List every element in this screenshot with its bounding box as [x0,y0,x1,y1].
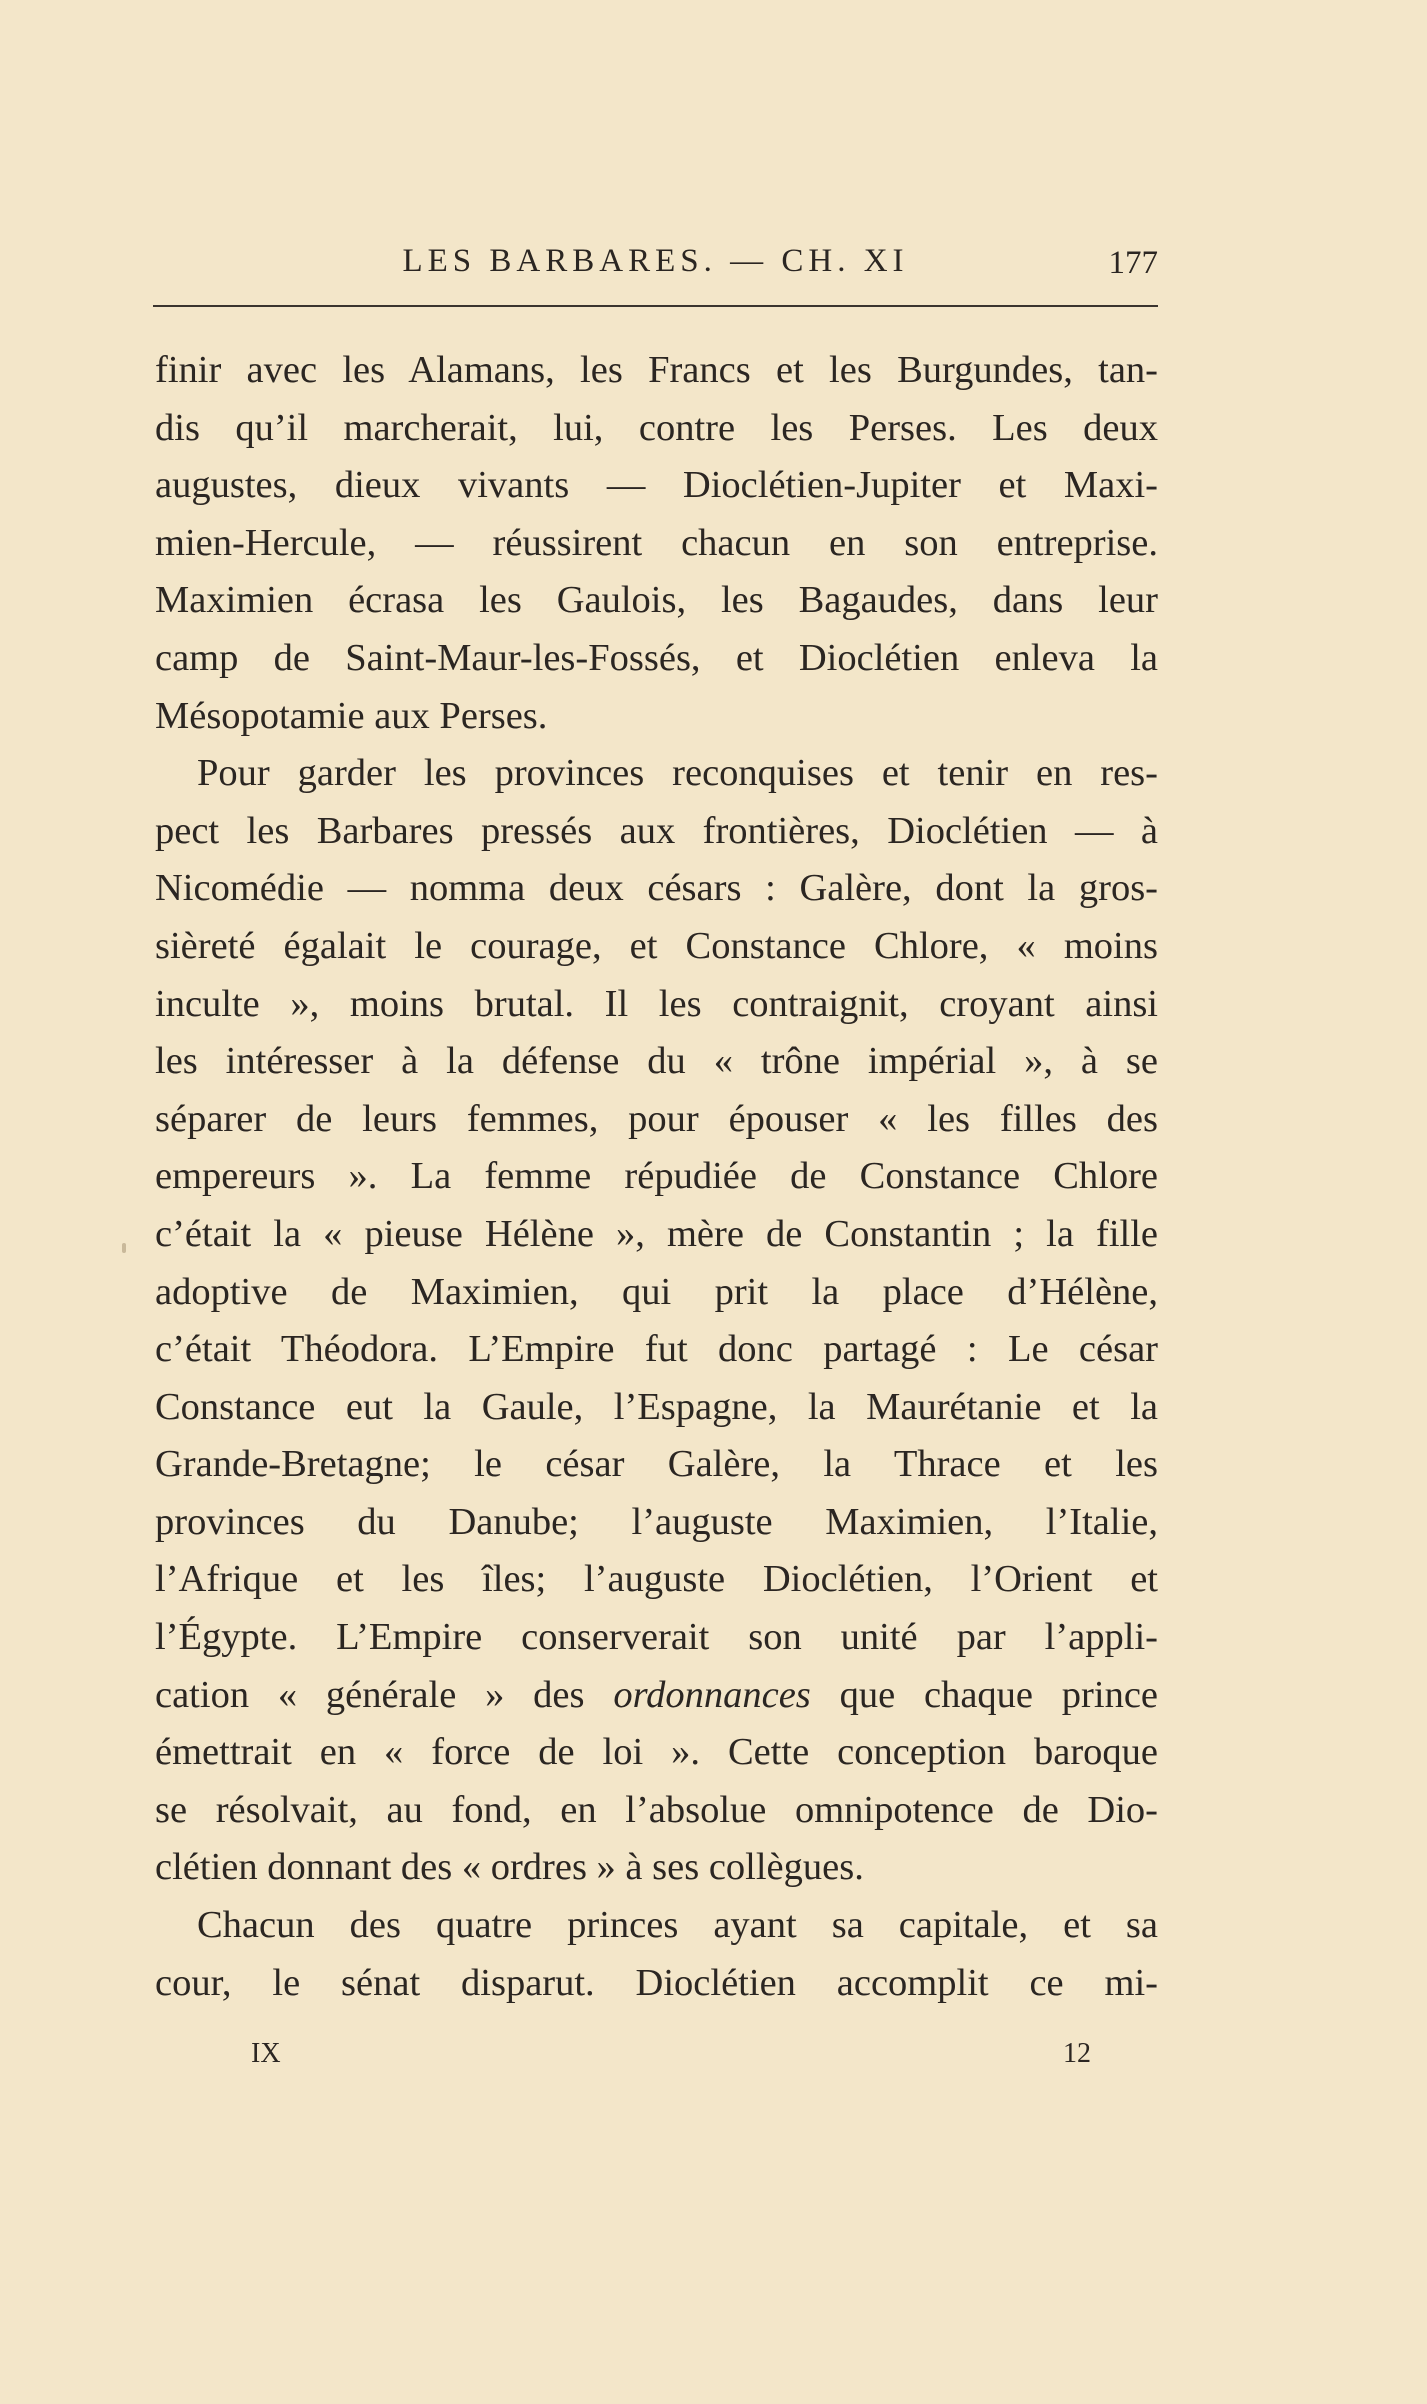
text-line: Nicomédie — nomma deux césars : Galère, dont la gros- [155,867,1158,910]
text-line: Constance eut la Gaule, l’Espagne, la Maurétanie et la [155,1385,1158,1428]
page-number: 177 [1108,245,1158,281]
text-line: sièreté égalait le courage, et Constance Chlore, « moins [155,924,1158,967]
signature-sheet: 12 [1063,2038,1091,2069]
text-line: camp de Saint-Maur-les-Fossés, et Dioclétien enleva la [155,636,1158,679]
text-line [155,1667,1158,1725]
text-segment: cation « générale » des [155,1673,614,1716]
text-segment: que chaque prince [810,1673,1158,1716]
text-line: empereurs ». La femme répudiée de Constance Chlore [155,1155,1158,1198]
text-line: Maximien écrasa les Gaulois, les Bagaudes, dans leur [155,579,1158,622]
text-line: Grande-Bretagne; le césar Galère, la Thrace et les [155,1443,1158,1486]
signature-line [251,2030,1091,2078]
text-line: c’était Théodora. L’Empire fut donc partagé : Le césar [155,1328,1158,1371]
text-line: l’Afrique et les îles; l’auguste Dioclétien, l’Orient et [155,1558,1158,1601]
running-head [153,236,1158,286]
text-line: clétien donnant des « ordres » à ses collègues. [155,1846,864,1889]
text-line: séparer de leurs femmes, pour épouser « les filles des [155,1097,1158,1140]
running-title: LES BARBARES. — CH. XI [402,243,909,279]
text-line: les intéresser à la défense du « trône impérial », à se [155,1040,1158,1083]
italic-word: ordonnances [613,1673,811,1716]
text-line: se résolvait, au fond, en l’absolue omnipotence de Dio- [155,1788,1158,1831]
header-rule [153,305,1158,307]
text-line: l’Égypte. L’Empire conserverait son unité par l’appli- [155,1616,1158,1659]
text-line: Chacun des quatre princes ayant sa capitale, et sa [197,1904,1158,1947]
text-line: émettrait en « force de loi ». Cette conception baroque [155,1731,1158,1774]
text-line: Pour garder les provinces reconquises et tenir en res- [197,752,1158,795]
margin-mark [122,1243,126,1253]
text-line: dis qu’il marcherait, lui, contre les Perses. Les deux [155,406,1158,449]
text-line: c’était la « pieuse Hélène », mère de Constantin ; la fille [155,1212,1158,1255]
text-line: augustes, dieux vivants — Dioclétien-Jupiter et Maxi- [155,464,1158,507]
text-line: provinces du Danube; l’auguste Maximien, l’Italie, [155,1500,1158,1543]
text-line: adoptive de Maximien, qui prit la place d’Hélène, [155,1270,1158,1313]
body-text [155,342,1158,2012]
text-line: Mésopotamie aux Perses. [155,694,548,737]
text-line: pect les Barbares pressés aux frontières, Dioclétien — à [155,809,1158,852]
text-line: mien-Hercule, — réussirent chacun en son entreprise. [155,521,1158,564]
text-line: cour, le sénat disparut. Dioclétien accomplit ce mi- [155,1961,1158,2004]
text-line: finir avec les Alamans, les Francs et les Burgundes, tan- [155,349,1158,391]
signature-volume: IX [251,2038,281,2069]
text-line: inculte », moins brutal. Il les contraignit, croyant ainsi [155,982,1158,1025]
